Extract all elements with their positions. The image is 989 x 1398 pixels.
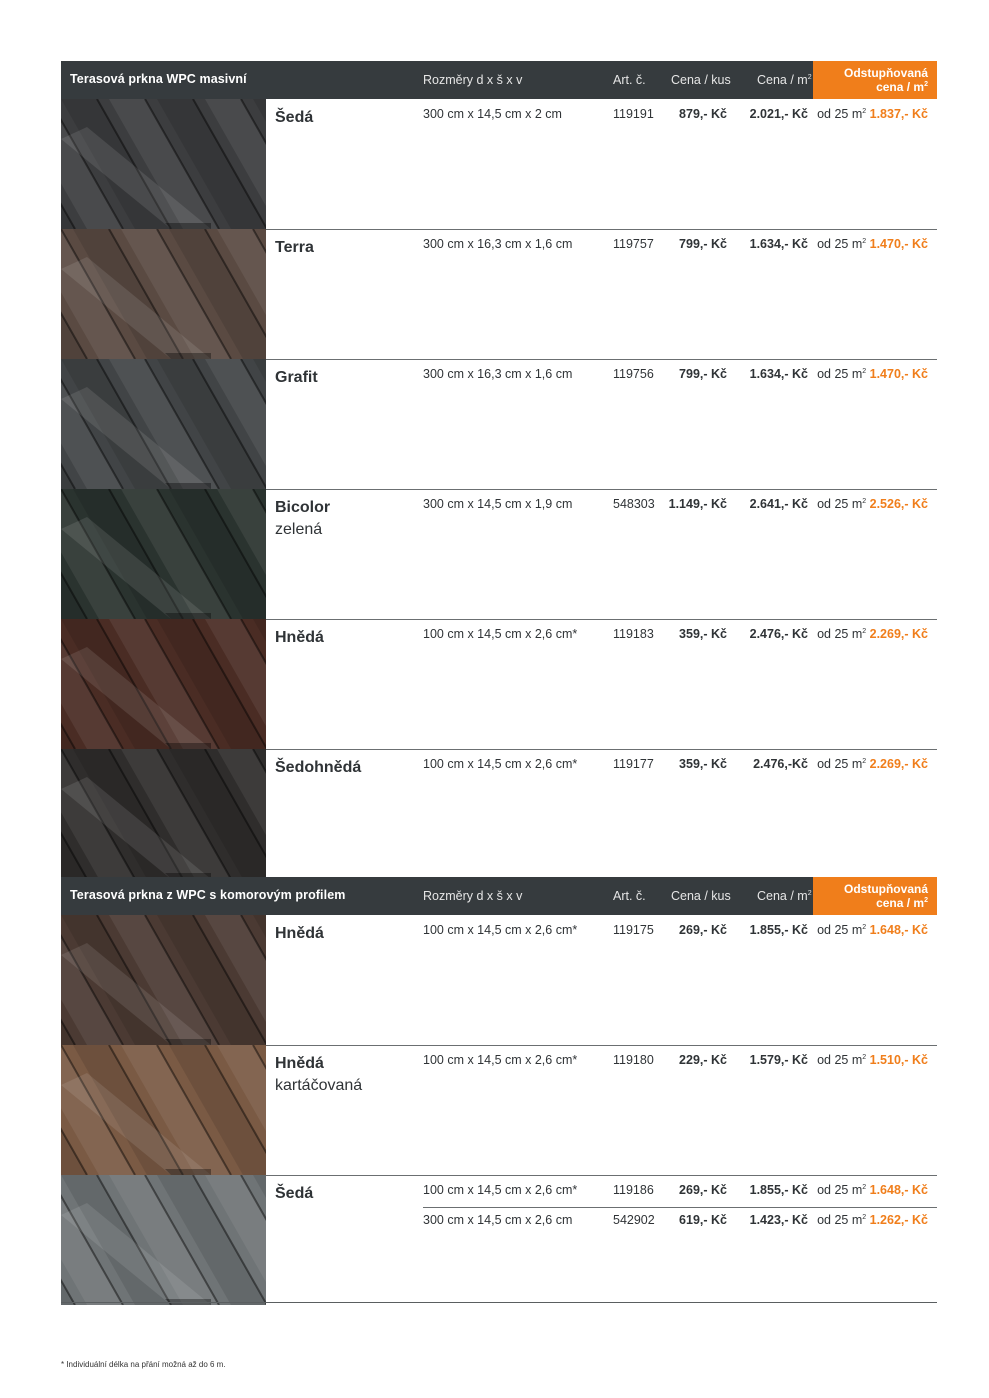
product-color: Terra	[275, 239, 314, 256]
product-row	[61, 359, 937, 489]
price-per-m2: 1.423,- Kč	[749, 1213, 808, 1227]
col-graduated-price	[813, 61, 937, 99]
section-title: Terasová prkna WPC masivní	[70, 72, 247, 86]
article-number: 548303	[613, 497, 655, 511]
price-per-m2: 1.634,- Kč	[749, 367, 808, 381]
graduated-prefix-text: od 25 m	[817, 923, 863, 937]
price-per-piece: 269,- Kč	[679, 1183, 727, 1197]
graduated-prefix-sup: 2	[862, 497, 867, 505]
section-wpc-masivni	[61, 61, 937, 879]
variant-row	[61, 367, 937, 387]
table-header	[61, 61, 937, 99]
price-per-piece: 229,- Kč	[679, 1053, 727, 1067]
product-color: Hnědá	[275, 1055, 324, 1072]
price-per-m2: 1.855,- Kč	[749, 1183, 808, 1197]
variant-row	[61, 1213, 937, 1233]
graduated-price	[813, 1053, 928, 1067]
product-color: Grafit	[275, 369, 318, 386]
product-row	[61, 915, 937, 1045]
dimensions: 300 cm x 14,5 cm x 1,9 cm	[423, 497, 573, 511]
col-price-m2	[757, 889, 812, 903]
graduated-prefix-sup: 2	[862, 627, 867, 635]
col-article: Art. č.	[613, 73, 646, 87]
row-divider	[266, 1175, 937, 1176]
col-price-m2-sup: 2	[807, 73, 812, 81]
article-number: 119756	[613, 367, 654, 381]
variant-row	[61, 237, 937, 257]
product-row	[61, 229, 937, 359]
col-dimensions: Rozměry d x š x v	[423, 73, 523, 87]
dimensions: 300 cm x 16,3 cm x 1,6 cm	[423, 367, 573, 381]
graduated-prefix	[817, 367, 866, 381]
col-graduated-line1: Odstupňovaná	[843, 66, 928, 80]
graduated-price	[813, 497, 928, 511]
price-per-m2: 2.021,- Kč	[749, 107, 808, 121]
price-per-piece: 799,- Kč	[679, 367, 727, 381]
article-number: 119757	[613, 237, 654, 251]
graduated-value: 1.837,- Kč	[869, 107, 928, 121]
graduated-price	[813, 1213, 928, 1227]
col-graduated-label: cena / m	[876, 896, 925, 910]
section-wpc-komorovy	[61, 877, 937, 1305]
graduated-prefix-text: od 25 m	[817, 1183, 863, 1197]
price-per-piece: 359,- Kč	[679, 757, 727, 771]
graduated-value: 1.262,- Kč	[869, 1213, 928, 1227]
variant-row	[61, 627, 937, 647]
graduated-price	[813, 367, 928, 381]
graduated-prefix	[817, 107, 866, 121]
col-graduated-price	[813, 877, 937, 915]
graduated-prefix-text: od 25 m	[817, 1053, 863, 1067]
variant-divider	[423, 1207, 937, 1208]
price-per-piece: 1.149,- Kč	[668, 497, 727, 511]
graduated-prefix	[817, 757, 866, 771]
graduated-prefix	[817, 1213, 866, 1227]
product-row	[61, 1045, 937, 1175]
graduated-prefix-sup: 2	[862, 923, 867, 931]
variant-row	[61, 1183, 937, 1203]
graduated-value: 2.269,- Kč	[869, 627, 928, 641]
graduated-prefix-sup: 2	[862, 237, 867, 245]
graduated-prefix	[817, 627, 866, 641]
dimensions: 100 cm x 14,5 cm x 2,6 cm*	[423, 923, 578, 937]
col-price-piece: Cena / kus	[671, 73, 731, 87]
col-price-m2-sup: 2	[807, 889, 812, 897]
col-article: Art. č.	[613, 889, 646, 903]
graduated-value: 1.470,- Kč	[869, 367, 928, 381]
product-color: Šedá	[275, 1185, 314, 1202]
graduated-prefix-text: od 25 m	[817, 1213, 863, 1227]
graduated-prefix	[817, 497, 866, 511]
row-divider	[266, 229, 937, 230]
price-per-m2: 1.579,- Kč	[749, 1053, 808, 1067]
row-divider	[266, 749, 937, 750]
price-per-m2: 2.476,-Kč	[753, 757, 808, 771]
col-graduated-sup: 2	[924, 81, 928, 88]
dimensions: 100 cm x 14,5 cm x 2,6 cm*	[423, 757, 578, 771]
col-price-m2-label: Cena / m	[757, 73, 808, 87]
product-color: Hnědá	[275, 925, 324, 942]
col-price-piece: Cena / kus	[671, 889, 731, 903]
graduated-value: 2.269,- Kč	[869, 757, 928, 771]
product-variant: zelená	[275, 521, 323, 538]
graduated-price	[813, 237, 928, 251]
table-header	[61, 877, 937, 915]
article-number: 542902	[613, 1213, 655, 1227]
graduated-prefix-text: od 25 m	[817, 627, 863, 641]
graduated-value: 1.648,- Kč	[869, 923, 928, 937]
dimensions: 300 cm x 16,3 cm x 1,6 cm	[423, 237, 573, 251]
price-per-m2: 2.641,- Kč	[749, 497, 808, 511]
product-row	[61, 99, 937, 229]
graduated-prefix	[817, 237, 866, 251]
graduated-value: 2.526,- Kč	[869, 497, 928, 511]
graduated-prefix-text: od 25 m	[817, 757, 863, 771]
col-price-m2	[757, 73, 812, 87]
col-graduated-sup: 2	[924, 897, 928, 904]
col-graduated-line2	[813, 80, 928, 94]
price-per-piece: 799,- Kč	[679, 237, 727, 251]
price-per-m2: 2.476,- Kč	[749, 627, 808, 641]
graduated-prefix-sup: 2	[862, 757, 867, 765]
article-number: 119186	[613, 1183, 654, 1197]
graduated-prefix-sup: 2	[862, 1053, 867, 1061]
dimensions: 100 cm x 14,5 cm x 2,6 cm*	[423, 1183, 578, 1197]
variant-row	[61, 923, 937, 943]
product-variant: kartáčovaná	[275, 1077, 363, 1094]
article-number: 119183	[613, 627, 654, 641]
variant-row	[61, 1053, 937, 1073]
col-graduated-line2	[813, 896, 928, 910]
product-color: Bicolor	[275, 499, 331, 516]
row-divider	[266, 1045, 937, 1046]
variant-row	[61, 757, 937, 777]
price-per-m2: 1.634,- Kč	[749, 237, 808, 251]
price-per-piece: 619,- Kč	[679, 1213, 727, 1227]
graduated-value: 1.648,- Kč	[869, 1183, 928, 1197]
graduated-value: 1.510,- Kč	[869, 1053, 928, 1067]
product-row	[61, 489, 937, 619]
graduated-value: 1.470,- Kč	[869, 237, 928, 251]
graduated-prefix	[817, 1183, 866, 1197]
product-color: Hnědá	[275, 629, 324, 646]
article-number: 119177	[613, 757, 654, 771]
col-graduated-line1: Odstupňovaná	[843, 882, 928, 896]
price-per-piece: 879,- Kč	[679, 107, 727, 121]
graduated-price	[813, 107, 928, 121]
col-price-m2-label: Cena / m	[757, 889, 808, 903]
variant-row	[61, 497, 937, 517]
graduated-prefix	[817, 923, 866, 937]
dimensions: 300 cm x 14,5 cm x 2,6 cm	[423, 1213, 573, 1227]
price-per-piece: 359,- Kč	[679, 627, 727, 641]
row-divider	[266, 359, 937, 360]
article-number: 119180	[613, 1053, 654, 1067]
price-per-piece: 269,- Kč	[679, 923, 727, 937]
graduated-price	[813, 627, 928, 641]
dimensions: 100 cm x 14,5 cm x 2,6 cm*	[423, 1053, 578, 1067]
product-row	[61, 1175, 937, 1305]
product-color: Šedá	[275, 109, 314, 126]
graduated-prefix-text: od 25 m	[817, 497, 863, 511]
section-title: Terasová prkna z WPC s komorovým profilem	[70, 888, 346, 902]
row-divider	[266, 619, 937, 620]
col-dimensions: Rozměry d x š x v	[423, 889, 523, 903]
footnote: * Individuální délka na přání možná až do 6 m.	[61, 1360, 226, 1369]
graduated-price	[813, 1183, 928, 1197]
variant-row	[61, 107, 937, 127]
article-number: 119191	[613, 107, 654, 121]
col-graduated-label: cena / m	[876, 80, 925, 94]
graduated-prefix-sup: 2	[862, 367, 867, 375]
graduated-price	[813, 923, 928, 937]
product-color: Šedohnědá	[275, 759, 362, 776]
graduated-prefix-sup: 2	[862, 1183, 867, 1191]
dimensions: 300 cm x 14,5 cm x 2 cm	[423, 107, 562, 121]
graduated-prefix	[817, 1053, 866, 1067]
article-number: 119175	[613, 923, 654, 937]
graduated-prefix-text: od 25 m	[817, 237, 863, 251]
dimensions: 100 cm x 14,5 cm x 2,6 cm*	[423, 627, 578, 641]
graduated-prefix-sup: 2	[862, 1213, 867, 1221]
product-row	[61, 619, 937, 749]
graduated-price	[813, 757, 928, 771]
graduated-prefix-text: od 25 m	[817, 107, 863, 121]
price-per-m2: 1.855,- Kč	[749, 923, 808, 937]
graduated-prefix-sup: 2	[862, 107, 867, 115]
graduated-prefix-text: od 25 m	[817, 367, 863, 381]
product-row	[61, 749, 937, 879]
bottom-divider	[61, 1302, 937, 1303]
row-divider	[266, 489, 937, 490]
